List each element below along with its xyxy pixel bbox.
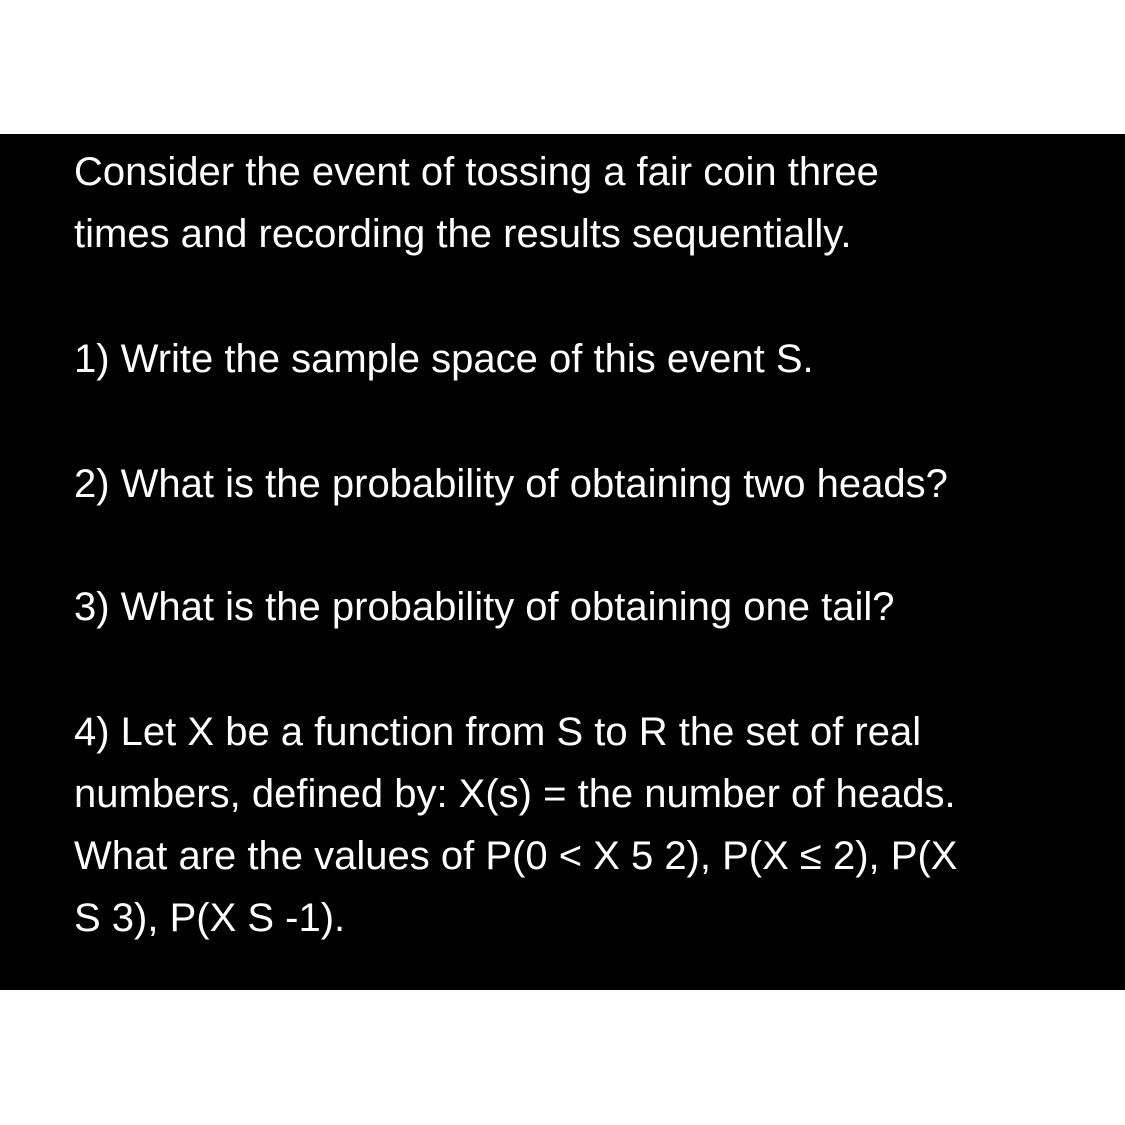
question-line: 2) What is the probability of obtaining two heads? [74,462,948,506]
intro-line: Consider the event of tossing a fair coin three [74,150,879,194]
intro-paragraph [74,141,1074,265]
question-line: 4) Let X be a function from S to R the set of real [74,710,922,754]
intro-line: times and recording the results sequentially. [74,212,852,256]
question-line: 1) Write the sample space of this event S. [74,337,814,381]
question-line: 3) What is the probability of obtaining one tail? [74,585,895,629]
question-line: S 3), P(X S -1). [74,896,346,940]
question-3 [74,576,1074,638]
question-1 [74,328,1074,390]
question-4 [74,701,1074,949]
question-2 [74,453,1074,515]
question-line: numbers, defined by: X(s) = the number of heads. [74,772,956,816]
question-line: What are the values of P(0 < X 5 2), P(X ≤ 2), P(X [74,834,958,878]
